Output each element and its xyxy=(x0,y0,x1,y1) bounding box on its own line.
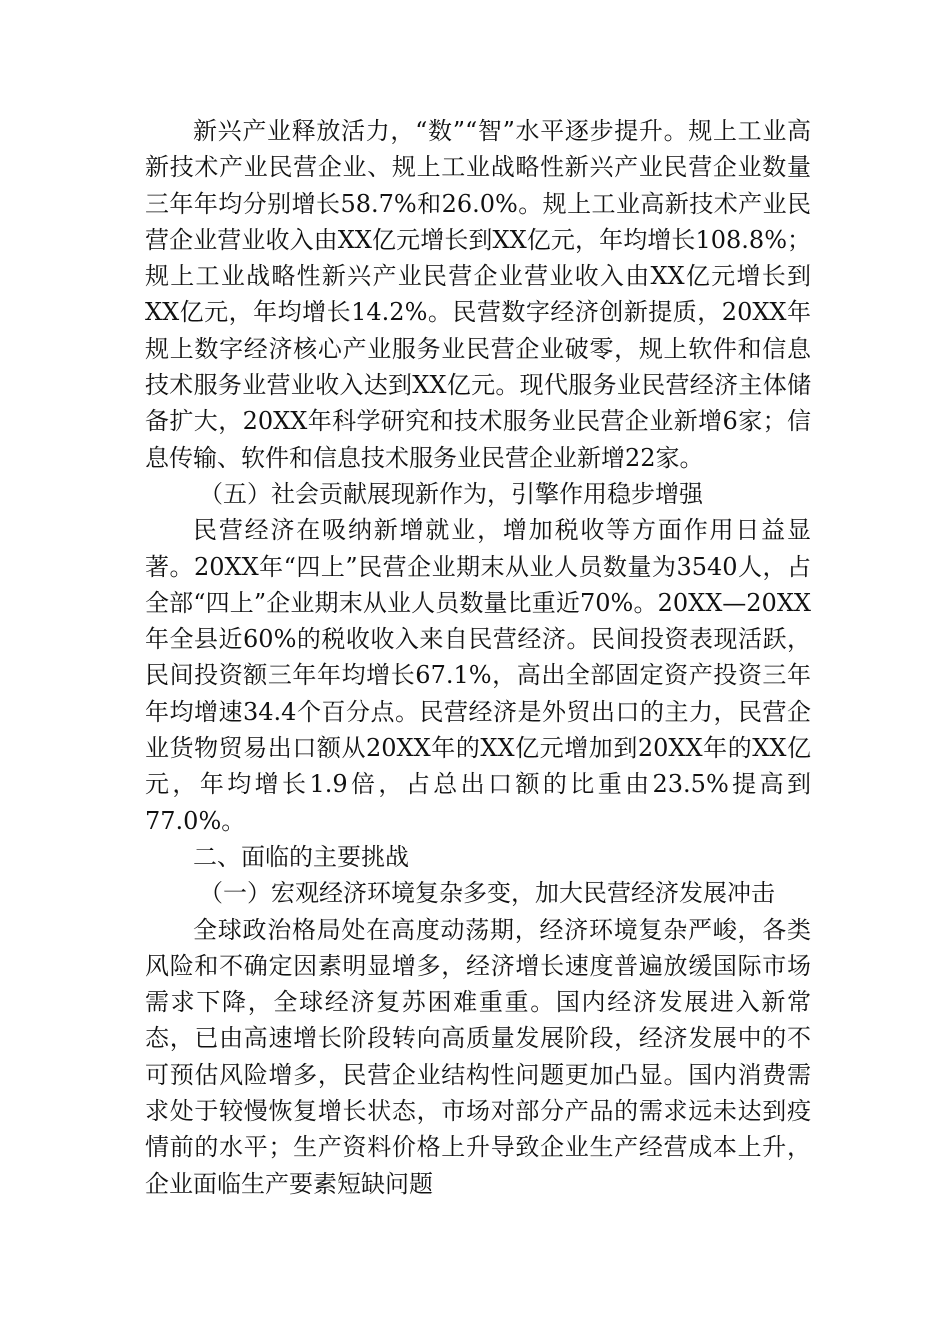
document-body xyxy=(145,113,811,1202)
section-heading-challenges: 二、面临的主要挑战 xyxy=(193,842,409,871)
subheading-macro-environment: （一）宏观经济环境复杂多变，加大民营经济发展冲击 xyxy=(199,879,775,908)
subheading-social-contribution: （五）社会贡献展现新作为，引擎作用稳步增强 xyxy=(199,479,703,508)
paragraph-employment-tax: 民营经济在吸纳新增就业，增加税收等方面作用日益显著。20XX年“四上”民营企业期末从业人员数量为3540人，占全部“四上”企业期末从业人员数量比重近70%。20XX—20XX年全县近60%的税收收入来自民营经济。民间投资表现活跃，民间投资额三年年均增长67.1%，高出全部固定资产投资三年年均增速34.4个百分点。民营经济是外贸出口的主力，民营企业货物贸易出口额从20XX年的XX亿元增加到20XX年的XX亿元，年均增长1.9倍，占总出口额的比重由23.5%提高到77.0%。 xyxy=(145,516,811,835)
paragraph-global-economy: 全球政治格局处在高度动荡期，经济环境复杂严峻，各类风险和不确定因素明显增多，经济增长速度普遍放缓国际市场需求下降，全球经济复苏困难重重。国内经济发展进入新常态，已由高速增长阶段转向高质量发展阶段，经济发展中的不可预估风险增多，民营企业结构性问题更加凸显。国内消费需求处于较慢恢复增长状态，市场对部分产品的需求远未达到疫情前的水平；生产资料价格上升导致企业生产经营成本上升，企业面临生产要素短缺问题 xyxy=(145,915,811,1198)
paragraph-emerging-industries: 新兴产业释放活力，“数”“智”水平逐步提升。规上工业高新技术产业民营企业、规上工业战略性新兴产业民营企业数量三年年均分别增长58.7%和26.0%。规上工业高新技术产业民营企业营业收入由XX亿元增长到XX亿元，年均增长108.8%；规上工业战略性新兴产业民营企业营业收入由XX亿元增长到XX亿元，年均增长14.2%。民营数字经济创新提质，20XX年规上数字经济核心产业服务业民营企业破零，规上软件和信息技术服务业营业收入达到XX亿元。现代服务业民营经济主体储备扩大，20XX年科学研究和技术服务业民营企业新增6家；信息传输、软件和信息技术服务业民营企业新增22家。 xyxy=(145,117,811,472)
